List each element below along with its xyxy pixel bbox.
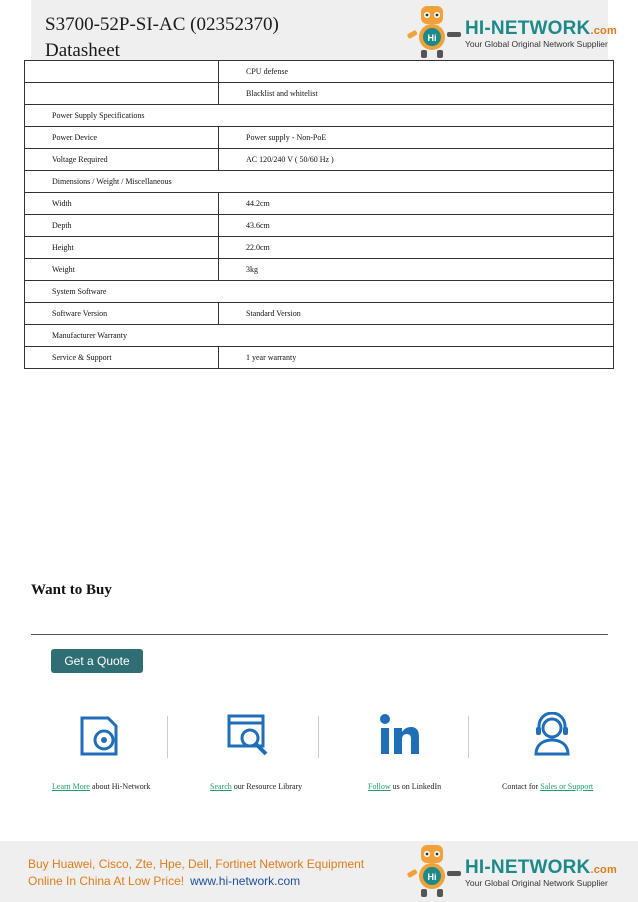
footer-line-2: Online In China At Low Price! www.hi-network.com [28, 874, 301, 888]
get-a-quote-button[interactable]: Get a Quote [51, 649, 143, 673]
table-row [25, 193, 614, 215]
table-cell-value: 44.2cm [219, 193, 614, 215]
logo-brand: HI-NETWORK.com [465, 857, 617, 878]
table-cell-value: CPU defense [219, 61, 614, 83]
robot-mascot-icon [403, 841, 465, 899]
footer-url-link[interactable]: www.hi-network.com [190, 874, 301, 888]
support-agent-icon[interactable] [530, 712, 574, 758]
table-cell-label: Weight [25, 259, 219, 281]
table-row [25, 347, 614, 369]
table-cell-label: Power Device [25, 127, 219, 149]
linkedin-icon[interactable] [378, 712, 422, 758]
table-cell-value: 3kg [219, 259, 614, 281]
table-row [25, 105, 614, 127]
table-cell-label: Height [25, 237, 219, 259]
search-document-icon[interactable] [226, 712, 270, 758]
sales-support-link[interactable]: Sales or Support [540, 782, 594, 791]
table-row [25, 83, 614, 105]
table-cell-value: 1 year warranty [219, 347, 614, 369]
logo-brand: HI-NETWORK.com [465, 18, 617, 39]
want-to-buy-heading: Want to Buy [31, 582, 112, 598]
table-row [25, 237, 614, 259]
table-cell-label [25, 61, 219, 83]
table-cell-label [25, 83, 219, 105]
table-cell-label: Manufacturer Warranty [25, 325, 614, 347]
table-row [25, 127, 614, 149]
icon-separator [167, 716, 168, 758]
table-cell-label: System Software [25, 281, 614, 303]
table-row [25, 259, 614, 281]
table-row [25, 149, 614, 171]
search-link[interactable]: Search [210, 782, 232, 791]
learn-more-link[interactable]: Learn More [52, 782, 90, 791]
header-logo[interactable] [403, 2, 617, 62]
robot-mascot-icon [403, 2, 465, 60]
spec-table [24, 60, 614, 369]
table-cell-value: 22.0cm [219, 237, 614, 259]
table-cell-label: Width [25, 193, 219, 215]
logo-tagline: Your Global Original Network Supplier [465, 878, 608, 888]
follow-link[interactable]: Follow [368, 782, 391, 791]
table-row [25, 61, 614, 83]
document-title: S3700-52P-SI-AC (02352370) [45, 14, 279, 35]
table-row [25, 215, 614, 237]
icon-separator [468, 716, 469, 758]
document-disc-icon[interactable] [78, 712, 122, 758]
table-cell-label: Voltage Required [25, 149, 219, 171]
table-cell-label: Dimensions / Weight / Miscellaneous [25, 171, 614, 193]
document-subtitle: Datasheet [45, 40, 120, 61]
table-cell-label: Power Supply Specifications [25, 105, 614, 127]
footer-line-1: Buy Huawei, Cisco, Zte, Hpe, Dell, Fortinet Network Equipment [28, 857, 365, 871]
table-cell-label: Service & Support [25, 347, 219, 369]
table-row [25, 303, 614, 325]
table-cell-label: Software Version [25, 303, 219, 325]
table-cell-value: Power supply - Non-PoE [219, 127, 614, 149]
icon-separator [318, 716, 319, 758]
table-cell-value: 43.6cm [219, 215, 614, 237]
svg-text:Hi: Hi [427, 872, 437, 882]
table-cell-value: AC 120/240 V ( 50/60 Hz ) [219, 149, 614, 171]
contact-text: Contact for Sales or Support [502, 782, 594, 791]
table-row [25, 325, 614, 347]
search-library-text: Search our Resource Library [210, 782, 303, 791]
svg-text:Hi: Hi [427, 33, 437, 43]
table-row [25, 281, 614, 303]
learn-more-text: Learn More about Hi-Network [52, 782, 151, 791]
footer-logo[interactable] [403, 841, 617, 901]
table-cell-label: Depth [25, 215, 219, 237]
follow-linkedin-text: Follow us on LinkedIn [368, 782, 442, 791]
table-cell-value: Blacklist and whitelist [219, 83, 614, 105]
table-row [25, 171, 614, 193]
divider [31, 634, 608, 635]
table-cell-value: Standard Version [219, 303, 614, 325]
logo-tagline: Your Global Original Network Supplier [465, 39, 608, 49]
